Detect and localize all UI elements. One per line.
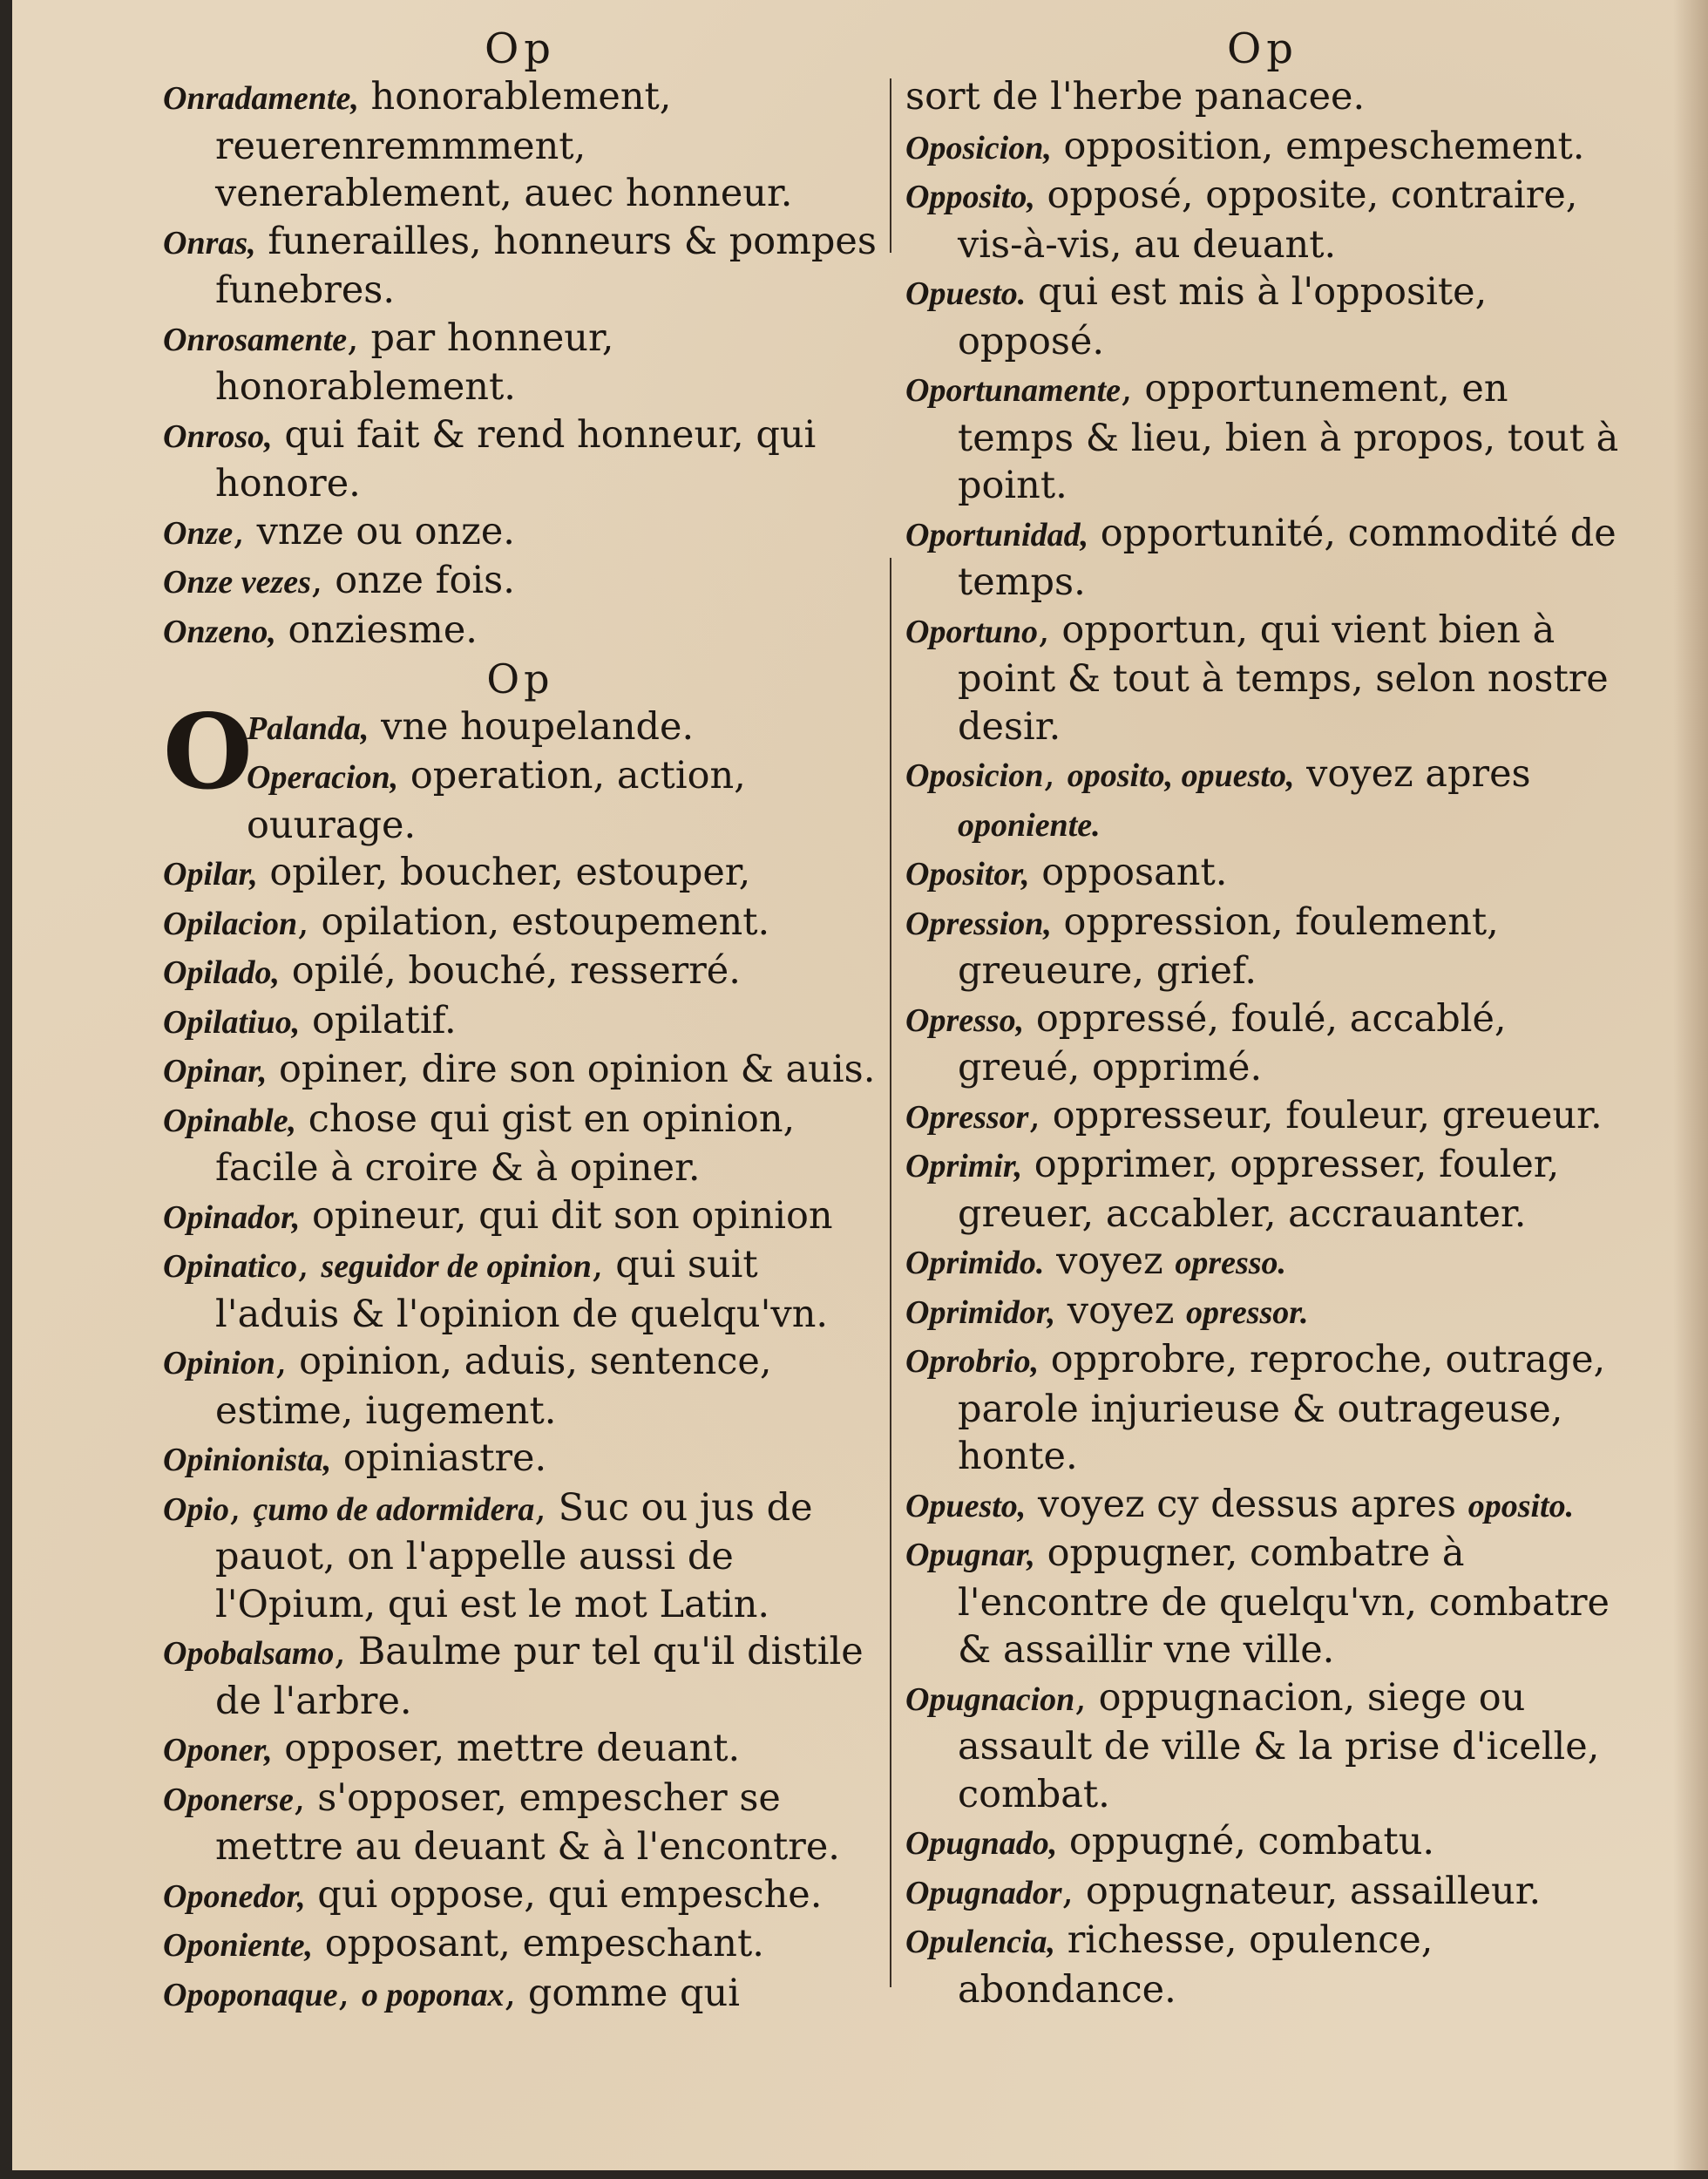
definition: oppression, foulement, greueure, grief. — [958, 899, 1499, 993]
headword: Onzeno, — [163, 613, 276, 650]
definition: , — [337, 1971, 362, 2015]
definition: opposé, opposite, contraire, vis-à-vis, au deuant. — [958, 173, 1578, 267]
headword: Oposicion — [905, 757, 1044, 794]
definition: , opinion, aduis, sentence, estime, iugement. — [215, 1340, 772, 1433]
headword: Opulencia, — [905, 1924, 1056, 1960]
cross-reference: opressor. — [1186, 1293, 1309, 1331]
headword: Oposicion, — [905, 129, 1052, 166]
dictionary-entry — [905, 365, 1620, 510]
dictionary-entry — [905, 1481, 1620, 1531]
headword: Opugnador — [905, 1874, 1062, 1911]
headword: Opilatiuo, — [163, 1003, 301, 1041]
dictionary-entry — [905, 510, 1620, 607]
headword: Oprimidor, — [905, 1293, 1056, 1331]
dictionary-entry — [905, 1336, 1620, 1481]
definition: , vnze ou onze. — [233, 509, 515, 553]
definition: , oppugnacion, siege ou assault de ville & la prise d'icelle, combat. — [958, 1675, 1600, 1816]
headword: Opposito, — [905, 179, 1035, 215]
definition: , — [229, 1485, 254, 1530]
dictionary-page — [12, 0, 1708, 2170]
headword: Oprimir, — [905, 1148, 1023, 1185]
headword: Opugnado, — [905, 1825, 1058, 1862]
dictionary-entry — [905, 1530, 1620, 1674]
dictionary-entry — [905, 1917, 1620, 2013]
column-rule — [890, 558, 891, 1987]
definition: vne houpelande. — [369, 704, 695, 749]
dictionary-entry — [163, 1970, 878, 2019]
drop-cap-letter: O — [163, 690, 253, 812]
headword: Opio — [163, 1490, 229, 1528]
dictionary-entry — [163, 1484, 878, 1629]
dictionary-entry — [905, 123, 1620, 173]
definition: opilé, bouché, resserré. — [280, 949, 741, 993]
definition: honorablement, reuerenremmment, venerablement, auec honneur. — [215, 75, 793, 215]
dictionary-entry — [905, 1868, 1620, 1918]
headword: Palanda, — [247, 709, 369, 747]
column-rule — [890, 78, 891, 253]
right-column — [905, 24, 1620, 2013]
cross-reference: o poponax — [361, 1976, 505, 2013]
dictionary-entry — [163, 1725, 878, 1775]
headword: Oponiente, — [163, 1927, 314, 1964]
headword: Opression, — [905, 905, 1052, 942]
definition: , onze fois. — [310, 559, 515, 602]
definition: opposition, empeschement. — [1051, 124, 1585, 168]
definition: , — [297, 1243, 322, 1286]
definition: , Baulme pur tel qu'il distile de l'arbre. — [215, 1630, 864, 1723]
definition: opiner, dire son opinion & auis. — [267, 1048, 876, 1091]
headword: Opuesto, — [905, 1487, 1027, 1524]
dictionary-entry — [163, 73, 878, 218]
headword: Oprimido. — [905, 1245, 1045, 1281]
dictionary-entry — [163, 1920, 878, 1970]
left-column — [163, 24, 878, 2019]
definition: operation, action, ouurage. — [247, 754, 746, 847]
dictionary-entry — [163, 997, 878, 1047]
headword: Opinador, — [163, 1198, 301, 1236]
headword: Opuesto. — [905, 275, 1027, 312]
headword: Opilar, — [163, 856, 258, 893]
dictionary-entry — [905, 1238, 1620, 1287]
headword: Opugnacion — [905, 1680, 1075, 1718]
headword: Oponedor, — [163, 1877, 306, 1915]
definition: , qui suit l'aduis & l'opinion de quelqu'vn. — [215, 1243, 829, 1336]
headword: Oportunamente — [905, 372, 1122, 409]
definition: voyez cy dessus apres — [1026, 1482, 1468, 1526]
definition: oppressé, foulé, accablé, greué, opprimé. — [958, 996, 1507, 1090]
definition: qui oppose, qui empesche. — [305, 1872, 823, 1917]
left-running-header: Op — [484, 24, 557, 73]
cross-reference: oposito, opuesto, — [1067, 757, 1295, 794]
dictionary-entry — [163, 1096, 878, 1192]
definition: onziesme. — [275, 608, 478, 652]
dictionary-entry — [163, 1775, 878, 1871]
definition: , opportunement, en temps & lieu, bien à propos, tout à point. — [958, 367, 1619, 507]
definition: voyez apres — [1294, 752, 1531, 796]
dictionary-entry — [905, 1818, 1620, 1868]
dictionary-entry — [163, 1628, 878, 1725]
headword: Opinionista, — [163, 1442, 332, 1478]
headword: Onradamente, — [163, 80, 359, 117]
dictionary-entry — [905, 1092, 1620, 1142]
definition: , — [1043, 752, 1068, 796]
headword: Onroso, — [163, 417, 273, 455]
definition: qui est mis à l'opposite, opposé. — [958, 270, 1488, 363]
cross-reference: oposito. — [1467, 1487, 1575, 1524]
cross-reference: oponiente. — [958, 806, 1101, 844]
definition: , opilation, estoupement. — [297, 899, 770, 944]
dictionary-entry — [163, 607, 878, 656]
headword: Opinion — [163, 1345, 275, 1381]
right-running-header: Op — [1226, 24, 1299, 73]
definition: opposer, mettre deuant. — [272, 1727, 741, 1770]
headword: Onrosamente — [163, 321, 348, 358]
dictionary-entry — [163, 1046, 878, 1096]
page-edge-shadow — [1673, 0, 1708, 2170]
definition: opiniastre. — [331, 1436, 547, 1480]
definition: , par honneur, honorablement. — [215, 316, 614, 409]
headword: Oponerse — [163, 1781, 294, 1818]
headword: Opinatico — [163, 1248, 298, 1285]
dictionary-entry — [163, 508, 878, 558]
definition: , gomme qui — [504, 1971, 740, 2015]
headword: Opinar, — [163, 1053, 268, 1090]
headword: Opoponaque — [163, 1976, 338, 2013]
headword: Opinable, — [163, 1102, 297, 1139]
headword: Opilacion — [163, 905, 298, 942]
dictionary-entry — [905, 899, 1620, 995]
headword: Oponer, — [163, 1732, 273, 1768]
definition: , oppugnateur, assailleur. — [1061, 1869, 1542, 1913]
definition: funerailles, honneurs & pompes funebres. — [215, 219, 877, 312]
cross-reference: seguidor de opinion — [321, 1248, 592, 1285]
definition: richesse, opulence, abondance. — [958, 1918, 1434, 2012]
headword: Onras, — [163, 224, 256, 261]
headword: Opilado, — [163, 954, 281, 991]
headword: Opresso, — [905, 1001, 1025, 1039]
dictionary-entry — [905, 1287, 1620, 1337]
definition: voyez — [1055, 1288, 1187, 1333]
dictionary-entry — [905, 607, 1620, 751]
dictionary-entry — [163, 1435, 878, 1484]
dictionary-entry — [905, 1141, 1620, 1238]
definition: opprobre, reproche, outrage, parole injurieuse & outrageuse, honte. — [958, 1338, 1606, 1478]
definition: , opportun, qui vient bien à point & tout à temps, selon nostre desir. — [958, 608, 1609, 749]
definition: sort de l'herbe panacee. — [905, 75, 1366, 119]
definition: voyez — [1044, 1239, 1176, 1283]
definition: qui fait & rend honneur, qui honore. — [215, 412, 817, 506]
definition: oppugné, combatu. — [1057, 1820, 1435, 1863]
dictionary-entry — [163, 557, 878, 607]
definition: opportunité, commodité de temps. — [958, 511, 1616, 604]
cross-reference: çumo de adormidera — [253, 1490, 535, 1528]
dictionary-entry — [163, 899, 878, 948]
dictionary-entry — [163, 849, 878, 899]
dictionary-entry — [163, 218, 878, 315]
definition: opineur, qui dit son opinion — [300, 1193, 833, 1238]
dictionary-entry — [163, 1241, 878, 1338]
dictionary-entry — [163, 315, 878, 411]
headword: Opugnar, — [905, 1537, 1035, 1573]
definition: , oppresseur, fouleur, greueur. — [1028, 1093, 1603, 1137]
definition: opiler, boucher, estouper, — [257, 851, 751, 894]
dictionary-entry — [905, 73, 1620, 123]
definition: opposant. — [1029, 851, 1228, 894]
dictionary-entry — [905, 1674, 1620, 1819]
definition: opposant, empeschant. — [313, 1922, 764, 1965]
dictionary-entry — [905, 849, 1620, 899]
dictionary-entry — [163, 1871, 878, 1921]
dictionary-entry — [905, 750, 1620, 849]
definition: oppugner, combatre à l'encontre de quelqu'vn, combatre & assaillir vne ville. — [958, 1531, 1610, 1672]
dictionary-entry — [905, 172, 1620, 268]
definition: chose qui gist en opinion, facile à croire & à opiner. — [215, 1096, 796, 1190]
definition: , s'opposer, empescher se mettre au deuant & à l'encontre. — [215, 1775, 840, 1869]
headword: Opobalsamo — [163, 1635, 335, 1672]
headword: Oportunidad, — [905, 516, 1089, 553]
dictionary-entry — [163, 1192, 878, 1242]
headword: Opositor, — [905, 856, 1030, 893]
headword: Oportuno — [905, 613, 1039, 650]
dictionary-entry — [163, 411, 878, 508]
definition: , Suc ou jus de pauot, on l'appelle aussi de l'Opium, qui est le mot Latin. — [215, 1485, 813, 1626]
left-entries-after — [163, 849, 878, 2019]
headword: Operacion, — [247, 759, 399, 796]
headword: Oprobrio, — [905, 1343, 1040, 1380]
headword: Opressor — [905, 1098, 1029, 1136]
dictionary-entry — [163, 947, 878, 997]
dropcap-entry — [163, 690, 878, 850]
dictionary-entry — [905, 268, 1620, 365]
dictionary-entry — [163, 1338, 878, 1435]
headword: Onze — [163, 514, 234, 552]
section-subheading: Op — [486, 655, 554, 703]
dictionary-entry — [905, 995, 1620, 1092]
headword: Onze vezes — [163, 564, 311, 601]
definition: opprimer, oppresser, fouler, greuer, accabler, accrauanter. — [958, 1143, 1560, 1236]
definition: opilatif. — [300, 998, 457, 1042]
left-entries-before — [163, 73, 878, 655]
cross-reference: opresso. — [1175, 1245, 1287, 1281]
